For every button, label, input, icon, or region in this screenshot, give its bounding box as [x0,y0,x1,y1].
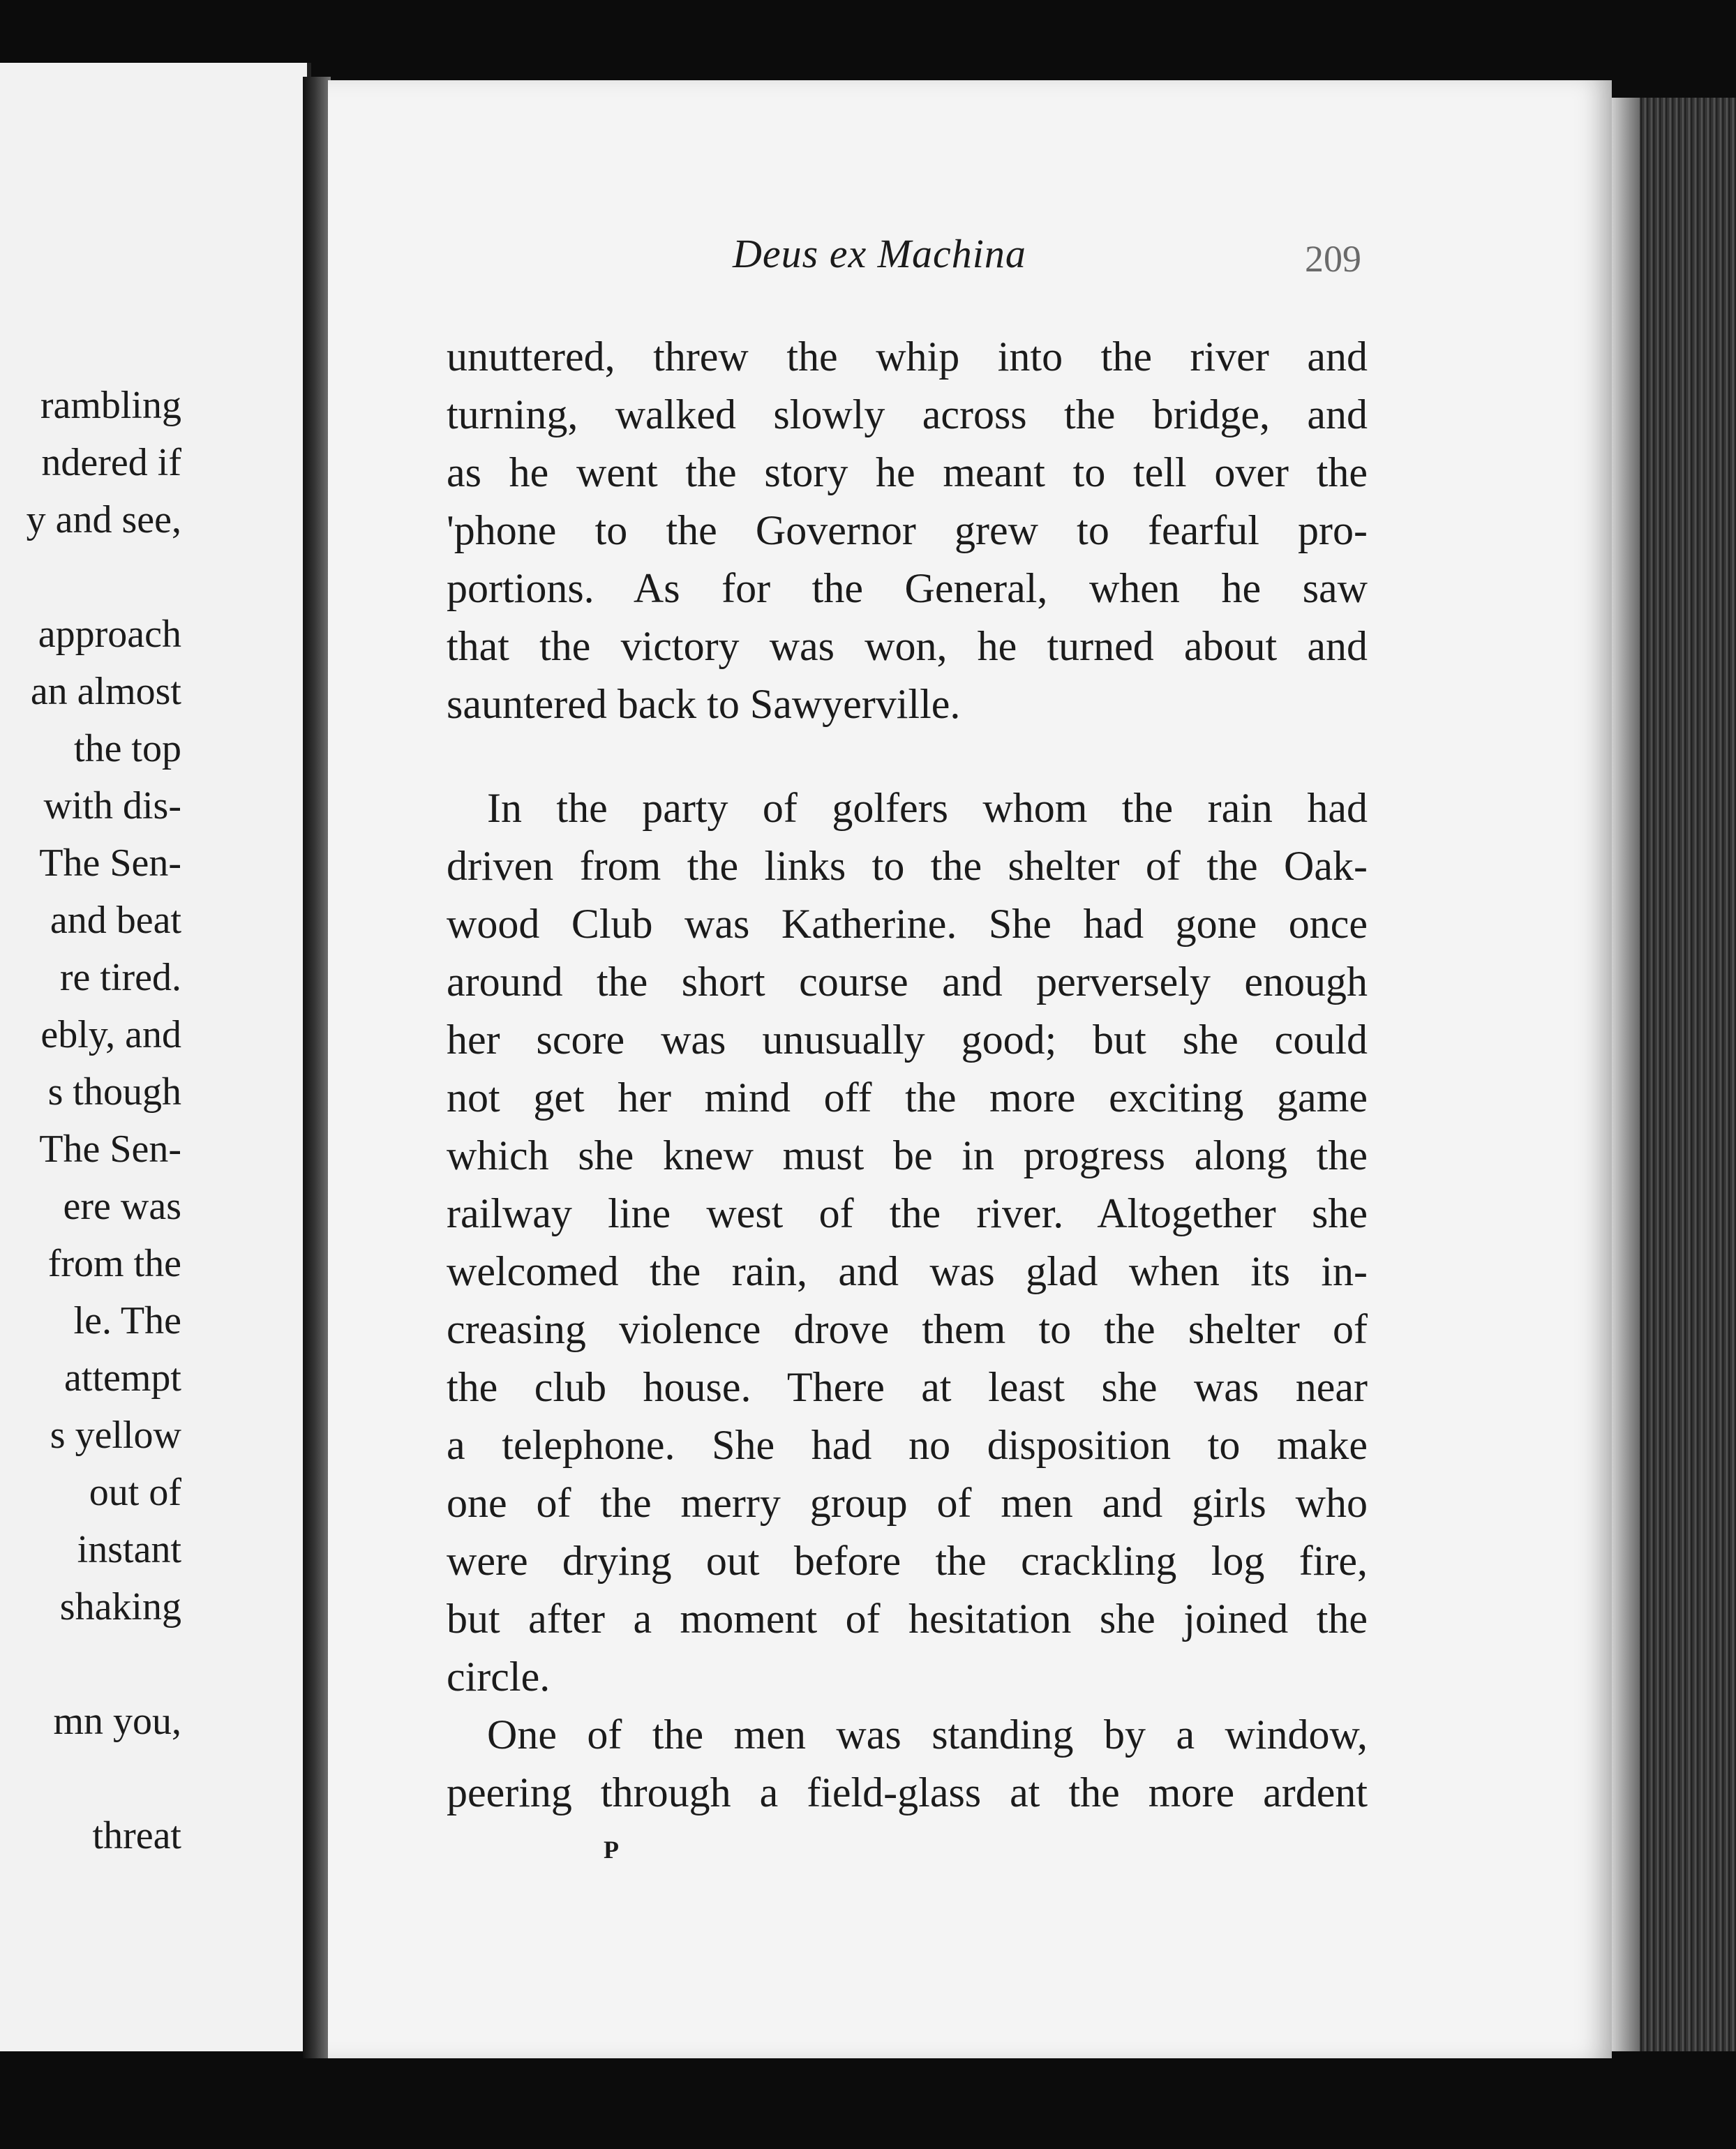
left-line: with dis- [43,784,181,828]
left-line: re tired. [59,956,181,999]
left-line: from the [47,1242,181,1285]
text-line: railway line west of the river. Altogether she [447,1190,1368,1236]
section-break [447,733,1368,779]
text-line: circle. [447,1654,551,1700]
text-line: creasing violence drove them to the shelter of [447,1306,1368,1352]
left-line: s yellow [50,1414,181,1457]
text-line: welcomed the rain, and was glad when its in- [447,1248,1368,1294]
text-line: around the short course and perversely enough [447,959,1368,1005]
text-line: were drying out before the crackling log fire, [447,1538,1368,1584]
text-line: her score was unusually good; but she could [447,1017,1368,1063]
text-line: the club house. There at least she was near [447,1364,1368,1410]
left-line: ndered if [41,441,181,484]
text-line: unuttered, threw the whip into the river and [447,334,1368,380]
left-line [0,548,181,606]
text-line: peering through a field-glass at the more ardent [447,1769,1368,1815]
left-line: approach [38,613,181,656]
text-line: portions. As for the General, when he saw [447,565,1368,611]
left-line: y and see, [26,498,181,541]
text-line: driven from the links to the shelter of the Oak- [447,843,1368,889]
left-line [0,1750,181,1807]
text-line: turning, walked slowly across the bridge, and [447,391,1368,437]
left-line: instant [77,1528,181,1571]
text-line: but after a moment of hesitation she joined the [447,1596,1368,1642]
left-line: and beat [50,899,181,942]
text-line: as he went the story he meant to tell over the [447,449,1368,495]
left-line: mn you, [53,1700,181,1743]
book-gutter [303,77,331,2058]
left-page [0,63,311,2051]
left-line: The Sen- [39,1128,181,1171]
text-line: which she knew must be in progress along the [447,1132,1368,1178]
text-line: a telephone. She had no disposition to make [447,1422,1368,1468]
text-line: One of the men was standing by a window, [487,1712,1368,1758]
text-line: not get her mind off the more exciting game [447,1074,1368,1121]
left-page-text [0,377,181,1864]
left-line: ere was [63,1185,181,1228]
left-line: attempt [64,1356,181,1400]
text-line: sauntered back to Sawyerville. [447,681,961,727]
left-line: an almost [30,670,181,713]
text-line: that the victory was won, he turned about and [447,623,1368,669]
text-line: In the party of golfers whom the rain had [487,785,1368,831]
body-text [447,328,1368,1822]
text-line: 'phone to the Governor grew to fearful pro- [447,507,1368,553]
signature-mark: P [604,1836,619,1864]
left-line: le. The [73,1299,181,1342]
left-line: The Sen- [39,841,181,885]
left-line: s though [47,1070,181,1114]
left-line: shaking [59,1585,181,1628]
left-line: threat [92,1814,181,1857]
text-line: wood Club was Katherine. She had gone once [447,901,1368,947]
running-head: Deus ex Machina [733,231,1026,276]
left-line: the top [74,727,181,770]
page-edge-stack [1612,98,1736,2051]
left-line: out of [89,1471,181,1514]
left-line: rambling [40,384,181,427]
text-line: one of the merry group of men and girls who [447,1480,1368,1526]
left-line: ebly, and [40,1013,181,1056]
left-line [0,1635,181,1693]
page-number: 209 [1305,238,1361,280]
